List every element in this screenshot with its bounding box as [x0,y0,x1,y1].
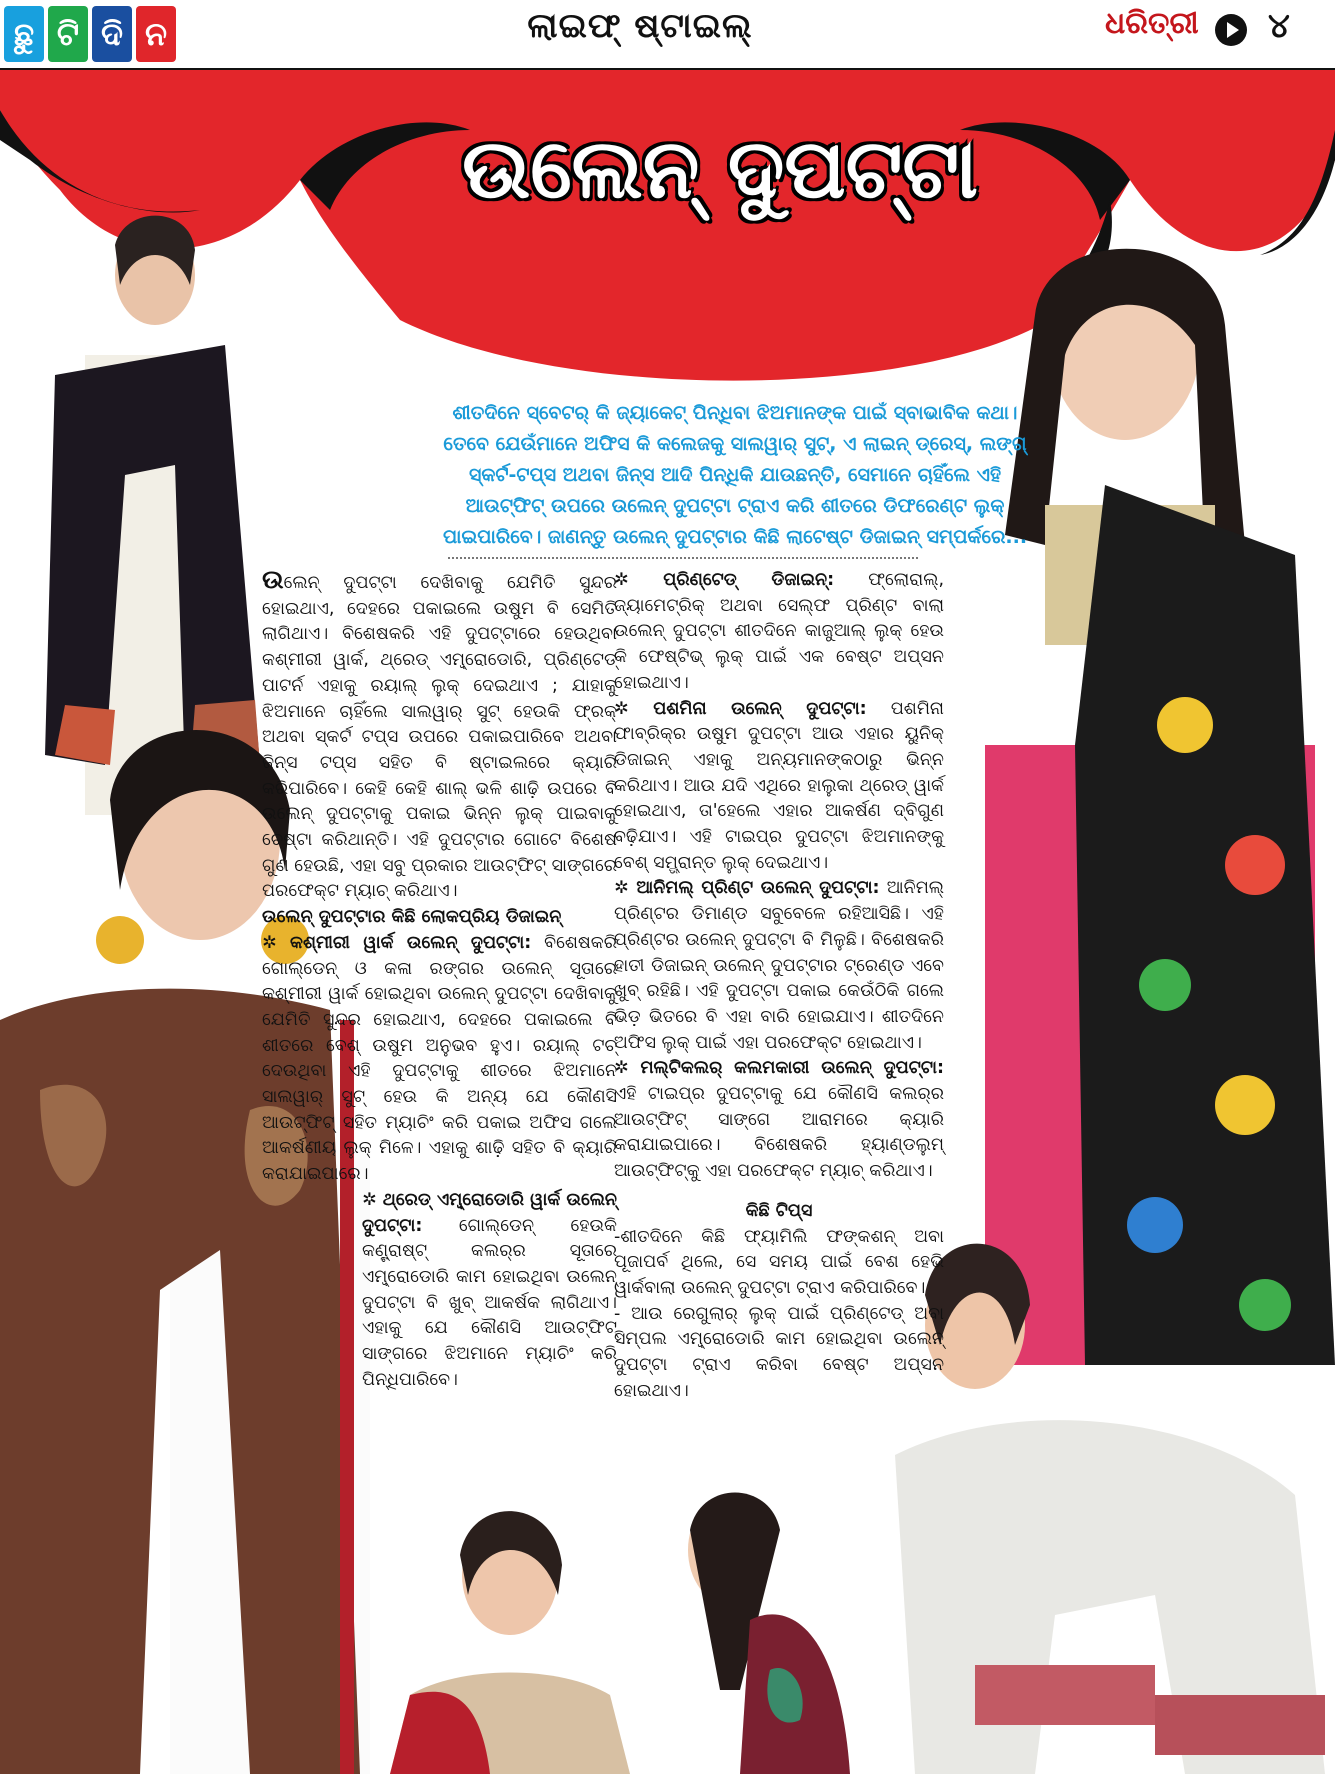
masthead-letter: ଟି [48,6,88,62]
article-column-2 [614,568,944,1405]
animal-heading: ✲ ଆନିମଲ୍ ପ୍ରିଣ୍ଟ ଉଲେନ୍ ଦୁପଟ୍ଟା: [614,878,880,899]
thread-text: ଗୋଲ୍ଡେନ୍ ହେଉକି କଣ୍ଟ୍ରାଷ୍ଟ୍ କଲର୍‌ର ସୂତାରେ ଏମ୍ବ୍ରୋଡୋରି କାମ ହୋଇଥିବା ଉଲେନ୍ ଦୁପଟ୍ଟା ବି ଖୁବ୍ ଆକର୍ଷକ ଲାଗିଥାଏ। ଏହାକୁ ଯେ କୌଣସି ଆଉଟ୍‌ଫିଟ୍ ସାଙ୍ଗରେ ଝିଅମାନେ ମ୍ୟାଚିଂ କରି ପିନ୍ଧିପାରିବେ। [362,1215,617,1390]
thread-heading: ✲ ଥ୍ରେଡ୍ ଏମ୍ବ୍ରୋଡୋରି ୱାର୍କ ଉଲେନ୍ ଦୁପଟ୍ଟା: [362,1189,617,1236]
multicolor-heading: ✲ ମଲ୍ଟିକଲର୍ କଲମକାରୀ ଉଲେନ୍ ଦୁପଟ୍ଟା: [614,1058,944,1079]
paragraph-text: ଲେନ୍ ଦୁପଟ୍ଟା ଦେଖିବାକୁ ଯେମିତି ସୁନ୍ଦର ହୋଇଥାଏ, ଦେହରେ ପକାଇଲେ ଉଷୁମ ବି ସେମିତି ଲାଗିଥାଏ। ବିଶେଷକରି ଏହି ଦୁପଟ୍ଟାରେ ହେଉଥିବା କଶ୍ମୀରୀ ୱାର୍କ, ଥ୍ରେଡ୍ ଏମ୍ବ୍ରୋଡୋରି, ପ୍ରିଣ୍ଟେଡ୍ ପାଟର୍ନ ଏହାକୁ ରୟାଲ୍ ଲୁକ୍ ଦେଇଥାଏ ; ଯାହାକୁ ଝିଅମାନେ ଚାହିଁଲେ ସାଲୱାର୍ ସୁଟ୍ ହେଉକି ଫ୍ରକ୍ ଅଥବା ସ୍କର୍ଟ ଟପ୍ସ ଉପରେ ପକାଇପାରିବେ ଅଥବା ଜିନ୍ସ ଟପ୍ସ ସହିତ ବି ଷ୍ଟାଇଲରେ କ୍ୟାରି କରିପାରିବେ। କେହି କେହି ଶାଲ୍ ଭଳି ଶାଢ଼ି ଉପରେ ବି ଉଲେନ୍ ଦୁପଟ୍ଟାକୁ ପକାଇ ଭିନ୍ନ ଲୁକ୍ ପାଇବାକୁ ଚେଷ୍ଟା କରିଥାନ୍ତି। ଏହି ଦୁପଟ୍ଟାର ଗୋଟେ ବିଶେଷ ଗୁଣ ହେଉଛି, ଏହା ସବୁ ପ୍ରକାର ଆଉଟ୍‌ଫିଟ୍ ସାଙ୍ଗରେ ପରଫେକ୍ଟ ମ୍ୟାଚ୍ କରିଥାଏ। [262,573,617,902]
brand-logo: ଧରିତ୍ରୀ [1105,6,1199,41]
tips-heading: କିଛି ଟିପ୍ସ [745,1200,813,1221]
pashmina-paragraph [614,697,944,877]
headline: ଉଲେନ୍ ଦୁପଟ୍ଟା [462,122,978,217]
kashmiri-paragraph [262,931,617,1188]
model-photo-embroidered-dupatta [925,225,1335,1365]
article-column-1 [262,565,617,1394]
masthead-logo [4,6,180,62]
printed-heading: ✲ ପ୍ରିଣ୍ଟେଡ୍ ଡିଜାଇନ୍: [614,570,835,590]
multicolor-text: ଏହି ଟାଇପ୍‌ର ଦୁପଟ୍ଟାକୁ ଯେ କୌଣସି କଲର୍‌ର ଆଉଟ୍‌ଫିଟ୍ ସାଙ୍ଗେ ଆରାମରେ କ୍ୟାରି କରାଯାଇପାରେ। ବିଶେଷକରି ହ୍ୟାଣ୍ଡଲୁମ୍ ଆଉଟ୍‌ଫିଟ୍‌କୁ ଏହା ପରଫେକ୍ଟ ମ୍ୟାଚ୍ କରିଥାଏ। [614,1084,944,1182]
multicolor-paragraph [614,1056,944,1185]
play-icon [1215,14,1247,46]
intro-divider [448,557,918,559]
pashmina-heading: ✲ ପଶମିନା ଉଲେନ୍ ଦୁପଟ୍ଟା: [614,698,867,719]
kashmiri-heading: ✲ କଶ୍ମୀରୀ ୱାର୍କ ଉଲେନ୍ ଦୁପଟ୍ଟା: [262,932,532,953]
masthead-letter: ନ [136,6,176,62]
printed-text: ଫ୍ଲୋରାଲ୍, ଜ୍ୟାମେଟ୍ରିକ୍ ଅଥବା ସେଲ୍ଫ ପ୍ରିଣ୍ଟ ବାଲା ଉଲେନ୍ ଦୁପଟ୍ଟା ଶୀତଦିନେ କାଜୁଆଲ୍ ଲୁକ୍ ହେଉ କି ଫେଷ୍ଟିଭ୍ ଲୁକ୍ ପାଇଁ ଏକ ବେଷ୍ଟ ଅପ୍ସନ ହୋଇଥାଏ। [614,570,945,693]
model-photo-kalamkari-dupatta [640,1470,850,1774]
thread-paragraph [262,1188,617,1394]
pashmina-text: ପଶମିନା ଫାବ୍ରିକ୍‌ର ଉଷୁମ ଦୁପଟ୍ଟା ଆଉ ଏହାର ୟୁନିକ୍ ଡିଜାଇନ୍ ଏହାକୁ ଅନ୍ୟମାନଙ୍କଠାରୁ ଭିନ୍ନ କରିଥାଏ। ଆଉ ଯଦି ଏଥିରେ ହାଲୁକା ଥ୍ରେଡ୍ ୱାର୍କ ହୋଇଥାଏ, ତା'ହେଲେ ଏହାର ଆକର୍ଷଣ ଦ୍ବିଗୁଣ ବଢ଼ିଯାଏ। ଏହି ଟାଇପ୍‌ର ଦୁପଟ୍ଟା ଝିଅମାନଙ୍କୁ ବେଶ୍ ସମ୍ଭ୍ରାନ୍ତ ଲୁକ୍ ଦେଇଥାଏ। [614,698,944,873]
drop-cap: ଉ [262,565,284,595]
designs-heading: ଉଲେନ୍ ଦୁପଟ୍ଟାର କିଛି ଲୋକପ୍ରିୟ ଡିଜାଇନ୍ [262,907,562,928]
animal-text: ଆନିମଲ୍ ପ୍ରିଣ୍ଟର ଡିମାଣ୍ଡ ସବୁବେଳେ ରହିଆସିଛି। ଏହି ପ୍ରିଣ୍ଟର ଉଲେନ୍ ଦୁପଟ୍ଟା ବି ମିଳୁଛି। ବିଶେଷକରି ହାତୀ ଡିଜାଇନ୍ ଉଲେନ୍ ଦୁପଟ୍ଟାର ଟ୍ରେଣ୍ଡ ଏବେ ଖୁବ୍ ରହିଛି। ଏହି ଦୁପଟ୍ଟା ପକାଇ କେଉଁଠିକି ଗଲେ ଭିଡ଼ ଭିତରେ ବି ଏହା ବାରି ହୋଇଯାଏ। ଶୀତଦିନେ ଅଫିସ ଲୁକ୍ ପାଇଁ ଏହା ପରଫେକ୍ଟ ହୋଇଥାଏ। [614,878,945,1053]
intro-text: ଶୀତଦିନେ ସ୍ବେଟର୍ କି ଜ୍ୟାକେଟ୍ ପିନ୍ଧିବା ଝିଅମାନଙ୍କ ପାଇଁ ସ୍ବାଭାବିକ କଥା। ତେବେ ଯେଉଁମାନେ ଅଫିସ କି କଲେଜକୁ ସାଲୱାର୍ ସୁଟ୍, ଏ ଲାଇନ୍ ଡ୍ରେସ୍, ଲଙ୍ଗ୍ ସ୍କର୍ଟ-ଟପ୍ସ ଅଥବା ଜିନ୍ସ ଆଦି ପିନ୍ଧିକି ଯାଉଛନ୍ତି, ସେମାନେ ଚାହିଁଲେ ଏହି ଆଉଟ୍‌ଫିଟ୍ ଉପରେ ଉଲେନ୍ ଦୁପଟ୍ଟା ଟ୍ରାଏ କରି ଶୀତରେ ଡିଫରେଣ୍ଟ ଲୁକ୍ ପାଇପାରିବେ। ଜାଣନ୍ତୁ ଉଲେନ୍ ଦୁପଟ୍ଟାର କିଛି ଲାଟେଷ୍ଟ ଡିଜାଇନ୍ ସମ୍ପର୍କରେ... [442,402,1028,548]
section-title: ଲାଇଫ୍ ଷ୍ଟାଇଲ୍ [527,6,753,46]
kashmiri-text: ବିଶେଷକରି ଗୋଲ୍ଡେନ୍ ଓ କଳା ରଙ୍ଗର ଉଲେନ୍ ସୂତାରେ କଶ୍ମୀରୀ ୱାର୍କ ହୋଇଥିବା ଉଲେନ୍ ଦୁପଟ୍ଟା ଦେଖିବାକୁ ଯେମିତି ସୁନ୍ଦର ହୋଇଥାଏ, ଦେହରେ ପକାଇଲେ ବି ଶୀତରେ ବେଶ୍ ଉଷୁମ ଅନୁଭବ ହୁଏ। ରୟାଲ୍ ଟଚ୍ ଦେଉଥିବା ଏହି ଦୁପଟ୍ଟାକୁ ଶୀତରେ ଝିଅମାନେ ସାଲୱାର୍ ସୁଟ୍ ହେଉ କି ଅନ୍ୟ ଯେ କୌଣସି ଆଉଟ୍‌ଫିଟ୍ ସହିତ ମ୍ୟାଚିଂ କରି ପକାଇ ଅଫିସ ଗଲେ ଆକର୍ଷଣୀୟ ଲୁକ୍ ମିଳେ। ଏହାକୁ ଶାଢ଼ି ସହିତ ବି କ୍ୟାରି କରାଯାଇପାରେ। [262,932,617,1185]
paragraph-intro [262,565,617,905]
printed-paragraph [614,568,944,697]
animal-paragraph [614,876,944,1056]
masthead-letter: ଦି [92,6,132,62]
tip-item: - ଆଉ ରେଗୁଲାର୍ ଲୁକ୍ ପାଇଁ ପ୍ରିଣ୍ଟେଡ୍ ଅବା ସିମ୍ପଲ ଏମ୍ବ୍ରୋଡୋରି କାମ ହୋଇଥିବା ଉଲେନ୍ ଦୁପଟ୍ଟା ଟ୍ରାଏ କରିବା ବେଷ୍ଟ ଅପ୍ସନ ହୋଇଥାଏ। [614,1303,944,1401]
page-number: ୪ [1268,6,1290,46]
masthead-letter: ଛୁ [4,6,44,62]
tip-item: -ଶୀତଦିନେ କିଛି ଫ୍ୟାମିଲି ଫଙ୍କଶନ୍ ଅବା ପୂଜାପର୍ବ ଥିଲେ, ସେ ସମୟ ପାଇଁ ବେଶ ହେଭି ୱାର୍କବାଲା ଉଲେନ୍ ଦୁପଟ୍ଟା ଟ୍ରାଏ କରିପାରିବେ। [614,1226,944,1298]
model-photo-red-dupatta [390,1495,630,1774]
